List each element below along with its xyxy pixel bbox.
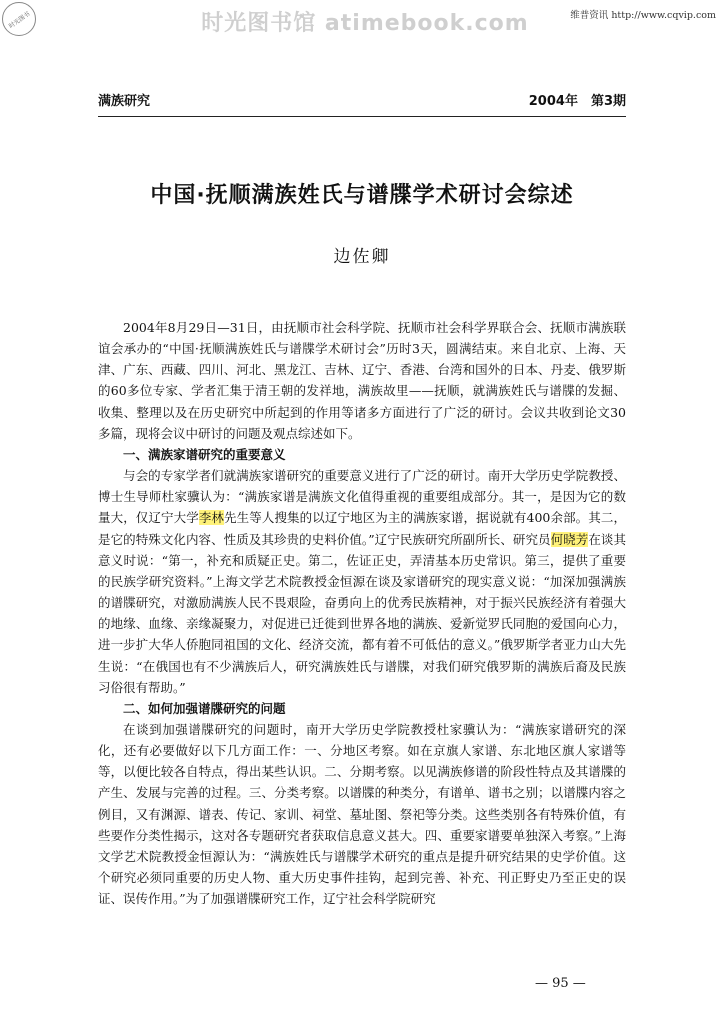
section-2-paragraph: 在谈到加强谱牒研究的问题时，南开大学历史学院教授杜家骥认为：“满族家谱研究的深化，还有必要做好以下几方面工作：一、分地区考察。如在京旗人家谱、东北地区旗人家谱等等，以便比较各自特点，得出某些认识。二、分期考察。以见满族修谱的阶段性特点及其谱牒的产生、发展与完善的过程。三、分类考察。以谱牒的种类分，有谱单、谱书之别；以谱牒内容之例目，又有渊源、谱表、传记、家训、祠堂、墓址图、祭祀等分类。这些类别各有特殊价值，有些要作分类性揭示，这对各专题研究者获取信息意义甚大。四、重要家谱要单独深入考察。”上海文学艺术院教授金恒源认为：“满族姓氏与谱牒学术研究的重点是提升研究结果的史学价值。这个研究必须同重要的历史人物、重大历史事件挂钩，起到完善、补充、刊正野史乃至正史的误证、误传作用。”为了加强谱牒研究工作，辽宁社会科学院研究 bbox=[98, 721, 626, 907]
section-1-heading: 一、满族家谱研究的重要意义 bbox=[123, 446, 286, 462]
watermark-stamp-text: 时光图书 bbox=[7, 10, 32, 30]
watermark-text: 时光图书馆 atimebook.com bbox=[201, 11, 529, 36]
article-body bbox=[98, 317, 626, 909]
journal-name: 满族研究 bbox=[98, 94, 151, 109]
issue-label: 2004年 第3期 bbox=[528, 94, 626, 109]
article-title: 中国·抚顺满族姓氏与谱牒学术研讨会综述 bbox=[150, 183, 574, 208]
vip-source-text: 维普资讯 http://www.cqvip.com bbox=[570, 10, 716, 21]
section-1-text-a: 与会的专家学者们就满族家谱研究的重要意义进行了广泛的研讨。南开大学历史学院教授、博士生导师杜家骥认为：“满族家谱是满族文化值得重视的重要组成部分。其一，是因为它的数量大，仅辽宁大学 bbox=[98, 468, 626, 526]
header-divider bbox=[98, 116, 626, 117]
watermark-stamp bbox=[2, 2, 36, 36]
page-number: — 95 — bbox=[535, 976, 586, 991]
section-1-text-b: 先生等人搜集的以辽宁地区为主的满族家谱，据说就有400余部。其二，是它的特殊文化内容、性质及其珍贵的史料价值。”辽宁民族研究所副所长、研究员 bbox=[98, 510, 626, 547]
section-2-heading: 二、如何加强谱牒研究的问题 bbox=[123, 700, 286, 716]
intro-paragraph: 2004年8月29日—31日，由抚顺市社会科学院、抚顺市社会科学界联合会、抚顺市满族联谊会承办的“中国·抚顺满族姓氏与谱牒学术研讨会”历时3天，圆满结束。来自北京、上海、天津、广东、西藏、四川、河北、黑龙江、吉林、辽宁、香港、台湾和国外的日本、丹麦、俄罗斯的60多位专家、学者汇集于清王朝的发祥地，满族故里——抚顺，就满族姓氏与谱牒的发掘、收集、整理以及在历史研究中所起到的作用等诸多方面进行了广泛的研讨。会议共收到论文30多篇，现将会议中研讨的问题及观点综述如下。 bbox=[98, 320, 626, 441]
section-1-paragraph bbox=[98, 465, 626, 698]
article-author: 边佐卿 bbox=[333, 247, 391, 267]
highlighted-name-li-lin: 李林 bbox=[198, 510, 225, 526]
section-1-text-c: 在谈其意义时说：“第一，补充和质疑正史。第二，佐证正史，弄清基本历史常识。第三，提供了重要的民族学研究资料。”上海文学艺术院教授金恒源在谈及家谱研究的现实意义说：“加深加强满族的谱牒研究，对激励满族人民不畏艰险，奋勇向上的优秀民族精神，对于振兴民族经济有着强大的地缘、血缘、亲缘凝聚力，对促进已迁徙到世界各地的满族、爱新觉罗氏同胞的爱国向心力，进一步扩大华人侨胞同祖国的文化、经济交流，都有着不可低估的意义。”俄罗斯学者亚力山大先生说：“在俄国也有不少满族后人，研究满族姓氏与谱牒，对我们研究俄罗斯的满族后裔及民族习俗很有帮助。” bbox=[98, 531, 626, 695]
highlighted-name-he-xiaofang: 何晓芳 bbox=[550, 531, 589, 547]
